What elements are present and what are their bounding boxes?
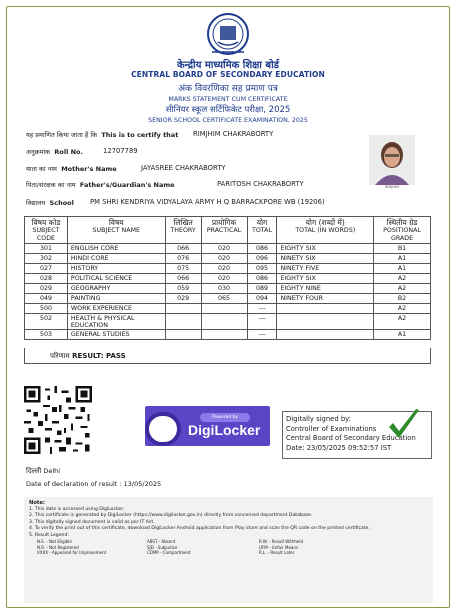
cell-words: NINETY FOUR bbox=[277, 294, 374, 304]
marks-table bbox=[24, 216, 431, 340]
cell-grade: A2 bbox=[374, 284, 431, 294]
header-positional-grade: स्थितीय ग्रेड POSITIONAL GRADE bbox=[374, 217, 431, 244]
cell-grade: B2 bbox=[374, 294, 431, 304]
cell-code: 502 bbox=[25, 314, 68, 330]
cell-total: 095 bbox=[247, 264, 277, 274]
father-label-english: Father's/Guardian's Name bbox=[79, 181, 175, 189]
cell-theory: 066 bbox=[165, 244, 201, 254]
mother-label-english: Mother's Name bbox=[61, 165, 117, 173]
roll-label-hindi: अनुक्रमांक bbox=[26, 148, 51, 156]
certify-label-hindi: यह प्रमाणित किया जाता है कि bbox=[26, 131, 98, 139]
cell-theory: 059 bbox=[165, 284, 201, 294]
table-row bbox=[25, 284, 431, 294]
signature-line-1: Digitally signed by: bbox=[286, 415, 351, 423]
roll-label-english: Roll No. bbox=[54, 148, 83, 156]
table-row bbox=[25, 304, 431, 314]
cell-code: 049 bbox=[25, 294, 68, 304]
cell-grade: A1 bbox=[374, 330, 431, 340]
cell-subject: POLITICAL SCIENCE bbox=[67, 274, 165, 284]
doc-title-hindi: अंक विवरणिका सह प्रमाण पत्र bbox=[178, 84, 278, 94]
signature-line-2: Controller of Examinations bbox=[286, 424, 377, 433]
student-name: RIMJHIM CHAKRABORTY bbox=[193, 130, 274, 138]
cell-words: EIGHTY SIX bbox=[277, 274, 374, 284]
photo-caption: RIMJHIM bbox=[384, 185, 400, 189]
legend-item: R.L. - Result Later bbox=[259, 550, 295, 555]
cell-subject: GENERAL STUDIES bbox=[67, 330, 165, 340]
cell-theory: 066 bbox=[165, 274, 201, 284]
table-row bbox=[25, 330, 431, 340]
cell-words: EIGHTY SIX bbox=[277, 244, 374, 254]
board-name-english: CENTRAL BOARD OF SECONDARY EDUCATION bbox=[131, 70, 325, 79]
certify-label bbox=[26, 130, 178, 139]
roll-number: 12707789 bbox=[103, 147, 138, 155]
cell-theory: 029 bbox=[165, 294, 201, 304]
place-hindi: दिल्ली bbox=[26, 467, 42, 475]
declaration-date: 13/05/2025 bbox=[123, 480, 162, 488]
school-label bbox=[26, 198, 74, 207]
cell-total: 094 bbox=[247, 294, 277, 304]
cell-practical: 065 bbox=[201, 294, 247, 304]
exam-title-english: SENIOR SCHOOL CERTIFICATE EXAMINATION, 2025 bbox=[148, 117, 308, 124]
mother-label bbox=[26, 164, 117, 173]
cell-practical bbox=[201, 304, 247, 314]
result-label-hindi: परिणाम bbox=[50, 352, 70, 360]
result-label: RESULT: bbox=[72, 352, 104, 360]
cell-theory: 075 bbox=[165, 264, 201, 274]
cell-grade: A1 bbox=[374, 254, 431, 264]
header-subject-code: विषय कोड SUBJECT CODE bbox=[25, 217, 68, 244]
cell-grade: A1 bbox=[374, 264, 431, 274]
cell-subject: PAINTING bbox=[67, 294, 165, 304]
digilocker-name: DigiLocker bbox=[188, 422, 261, 438]
cell-grade: A2 bbox=[374, 304, 431, 314]
cell-code: 029 bbox=[25, 284, 68, 294]
cell-practical: 020 bbox=[201, 244, 247, 254]
table-row bbox=[25, 314, 431, 330]
place-english: Delhi bbox=[43, 467, 61, 475]
exam-title-hindi: सीनियर स्कूल सर्टिफिकेट परीक्षा, 2025 bbox=[165, 105, 291, 115]
cell-total: --- bbox=[247, 330, 277, 340]
cell-practical bbox=[201, 314, 247, 330]
cell-theory: 076 bbox=[165, 254, 201, 264]
cell-theory bbox=[165, 314, 201, 330]
cell-theory bbox=[165, 304, 201, 314]
cell-practical: 020 bbox=[201, 254, 247, 264]
note-item: 1. This date is accessed using DigiLocker. bbox=[29, 506, 125, 512]
cell-total: 086 bbox=[247, 244, 277, 254]
result-legend bbox=[29, 539, 428, 556]
cell-words: NINETY FIVE bbox=[277, 264, 374, 274]
cell-subject: GEOGRAPHY bbox=[67, 284, 165, 294]
cell-words bbox=[277, 314, 374, 330]
cell-code: 301 bbox=[25, 244, 68, 254]
signature-line-3: Central Board of Secondary Education bbox=[286, 434, 416, 443]
cell-practical: 020 bbox=[201, 264, 247, 274]
table-row bbox=[25, 264, 431, 274]
cell-subject: HISTORY bbox=[67, 264, 165, 274]
signature-line-4: Date: 23/05/2025 09:52:57 IST bbox=[286, 443, 392, 452]
cell-words: EIGHTY NINE bbox=[277, 284, 374, 294]
board-name-hindi: केन्द्रीय माध्यमिक शिक्षा बोर्ड bbox=[176, 60, 280, 71]
cell-subject: HINDI CORE bbox=[67, 254, 165, 264]
digilocker-icon bbox=[145, 412, 181, 446]
cell-practical bbox=[201, 330, 247, 340]
cell-grade: B1 bbox=[374, 244, 431, 254]
result-row bbox=[24, 348, 431, 364]
header-total: योग TOTAL bbox=[247, 217, 277, 244]
cell-grade: A2 bbox=[374, 314, 431, 330]
digilocker-powered-label: Powered by bbox=[200, 413, 250, 422]
cell-subject: WORK EXPERIENCE bbox=[67, 304, 165, 314]
declaration-label: Date of declaration of result : bbox=[26, 480, 122, 488]
cell-total: --- bbox=[247, 304, 277, 314]
certify-label-english: This is to certify that bbox=[101, 131, 179, 139]
father-name: PARITOSH CHAKRABORTY bbox=[217, 180, 304, 188]
mother-name: JAYASREE CHAKRABORTY bbox=[141, 164, 226, 172]
table-row bbox=[25, 294, 431, 304]
school-label-hindi: विद्यालय bbox=[26, 199, 46, 207]
cell-subject: HEALTH & PHYSICAL EDUCATION bbox=[67, 314, 165, 330]
notes-title: Note: bbox=[29, 500, 45, 506]
declaration-date-row bbox=[26, 480, 161, 488]
legend-item: COMP - Compartment bbox=[147, 550, 191, 555]
note-item: 3. This digitally signed document is valid as per IT Act. bbox=[29, 519, 155, 525]
table-row bbox=[25, 254, 431, 264]
legend-item: R.W. - Result Withheld bbox=[259, 539, 304, 544]
cell-practical: 030 bbox=[201, 284, 247, 294]
note-item: 5. Result Legend: bbox=[29, 532, 69, 538]
cell-total: 096 bbox=[247, 254, 277, 264]
cell-code: 027 bbox=[25, 264, 68, 274]
father-label-hindi: पिता/संरक्षक का नाम bbox=[26, 181, 76, 189]
place bbox=[26, 467, 60, 476]
cell-words: NINETY SIX bbox=[277, 254, 374, 264]
student-photo bbox=[369, 135, 415, 185]
cell-subject: ENGLISH CORE bbox=[67, 244, 165, 254]
qr-code[interactable] bbox=[24, 385, 92, 455]
school-label-english: School bbox=[49, 199, 74, 207]
cell-practical: 020 bbox=[201, 274, 247, 284]
legend-item: N.E. - Not Eligible bbox=[37, 539, 72, 544]
cell-theory bbox=[165, 330, 201, 340]
cell-code: 302 bbox=[25, 254, 68, 264]
cell-code: 500 bbox=[25, 304, 68, 314]
legend-item: SJD - Subjudice bbox=[147, 544, 178, 550]
legend-item: UFM - Unfair Means bbox=[259, 544, 298, 550]
header-total-words: योग (शब्दों में) TOTAL (IN WORDS) bbox=[277, 217, 374, 244]
table-row bbox=[25, 274, 431, 284]
doc-title-english: MARKS STATEMENT CUM CERTIFICATE bbox=[168, 96, 288, 103]
legend-item: ABST - Absent bbox=[147, 539, 176, 544]
header-subject-name: विषय SUBJECT NAME bbox=[67, 217, 165, 244]
father-label bbox=[26, 180, 175, 189]
table-row bbox=[25, 244, 431, 254]
header-practical: प्रायोगिक PRACTICAL bbox=[201, 217, 247, 244]
mother-label-hindi: माता का नाम bbox=[26, 165, 57, 173]
result-value: PASS bbox=[105, 352, 126, 360]
marks-header-row bbox=[25, 217, 431, 244]
cbse-logo bbox=[204, 12, 252, 58]
notes-box bbox=[24, 497, 433, 603]
checkmark-icon bbox=[387, 407, 421, 443]
cell-words bbox=[277, 330, 374, 340]
cell-words bbox=[277, 304, 374, 314]
roll-label bbox=[26, 147, 83, 156]
cell-total: --- bbox=[247, 314, 277, 330]
school-name: PM SHRI KENDRIYA VIDYALAYA ARMY H Q BARRACKPORE WB (19206) bbox=[90, 198, 325, 206]
cell-code: 503 bbox=[25, 330, 68, 340]
header-theory: लिखित THEORY bbox=[165, 217, 201, 244]
cell-grade: A2 bbox=[374, 274, 431, 284]
note-item: 4. To verify the print out of this certificate, download DigiLocker Android application from Play store and scan the QR code on the printed certificate. bbox=[29, 526, 370, 531]
note-item: 2. This certificate is generated by DigiLocker (https://www.digilocker.gov.in) directly from concerned department Database. bbox=[29, 513, 313, 518]
cell-total: 089 bbox=[247, 284, 277, 294]
cell-code: 028 bbox=[25, 274, 68, 284]
legend-item: N.R. - Not Registered bbox=[37, 544, 79, 550]
cell-total: 086 bbox=[247, 274, 277, 284]
legend-item: XXXX - Appeared for Improvement bbox=[37, 550, 107, 555]
